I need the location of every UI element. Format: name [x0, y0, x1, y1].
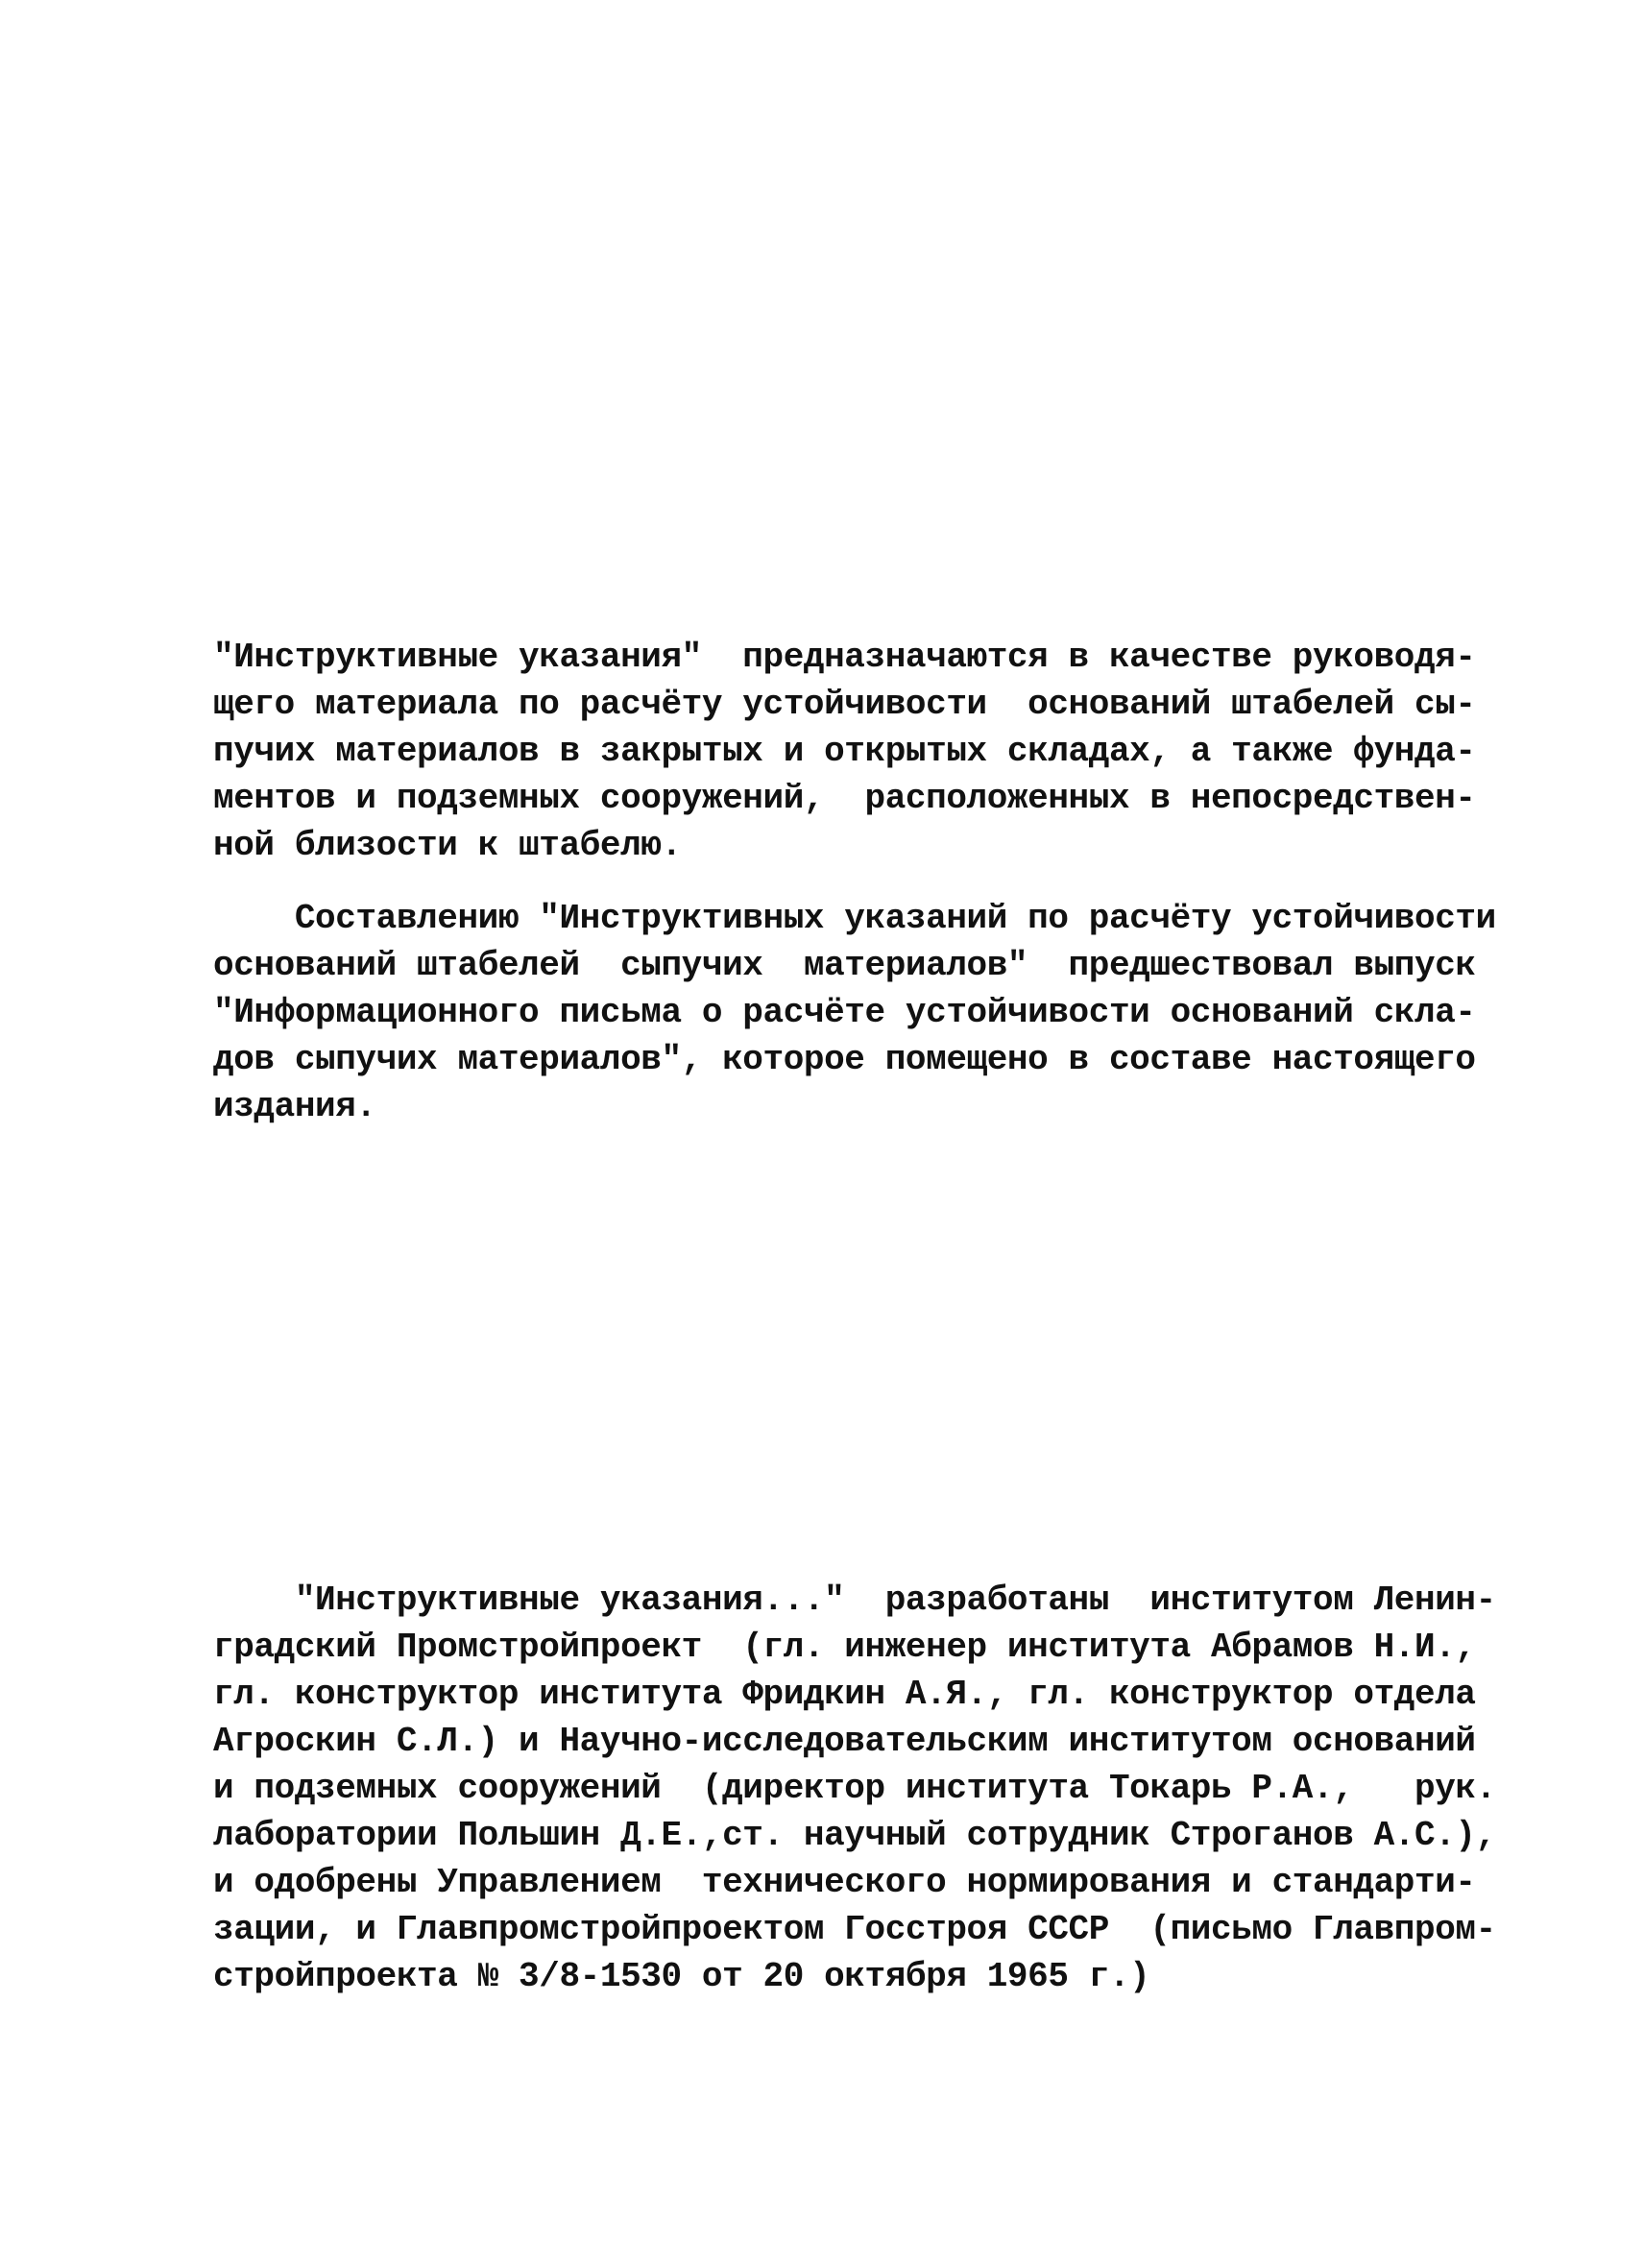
text-line: пучих материалов в закрытых и открытых складах, а также фунда- [213, 732, 1476, 771]
paragraph-purpose [213, 634, 1476, 869]
text-line: гл. конструктор института Фридкин А.Я., гл. конструктор отдела [213, 1675, 1476, 1714]
text-line: "Инструктивные указания..." разработаны институтом Ленин- [213, 1580, 1496, 1620]
text-line: стройпроекта № 3/8-1530 от 20 октября 1965 г.) [213, 1957, 1150, 1996]
text-line: Составлению "Инструктивных указаний по расчёту устойчивости [213, 899, 1496, 938]
paragraph-preceding-publication [213, 895, 1496, 1130]
text-line: "Информационного письма о расчёте устойчивости оснований скла- [213, 993, 1476, 1032]
text-line: зации, и Главпромстройпроектом Госстроя СССР (письмо Главпром- [213, 1910, 1496, 1949]
text-line: дов сыпучих материалов", которое помещено в составе настоящего [213, 1040, 1476, 1079]
text-line: и одобрены Управлением технического нормирования и стандарти- [213, 1863, 1476, 1902]
text-line: ментов и подземных сооружений, расположенных в непосредствен- [213, 779, 1476, 818]
text-line: издания. [213, 1087, 376, 1126]
text-line: щего материала по расчёту устойчивости оснований штабелей сы- [213, 685, 1476, 724]
paragraph-authors-approval [213, 1577, 1496, 2000]
text-line: градский Промстройпроект (гл. инженер института Абрамов Н.И., [213, 1628, 1476, 1667]
text-line: "Инструктивные указания" предназначаются в качестве руководя- [213, 638, 1476, 677]
text-line: ной близости к штабелю. [213, 826, 682, 865]
text-line: Агроскин С.Л.) и Научно-исследовательским институтом оснований [213, 1722, 1476, 1761]
text-line: оснований штабелей сыпучих материалов" предшествовал выпуск [213, 946, 1476, 985]
text-line: и подземных сооружений (директор института Токарь Р.А., рук. [213, 1769, 1496, 1808]
text-line: лаборатории Польшин Д.Е.,ст. научный сотрудник Строганов А.С.), [213, 1816, 1496, 1855]
